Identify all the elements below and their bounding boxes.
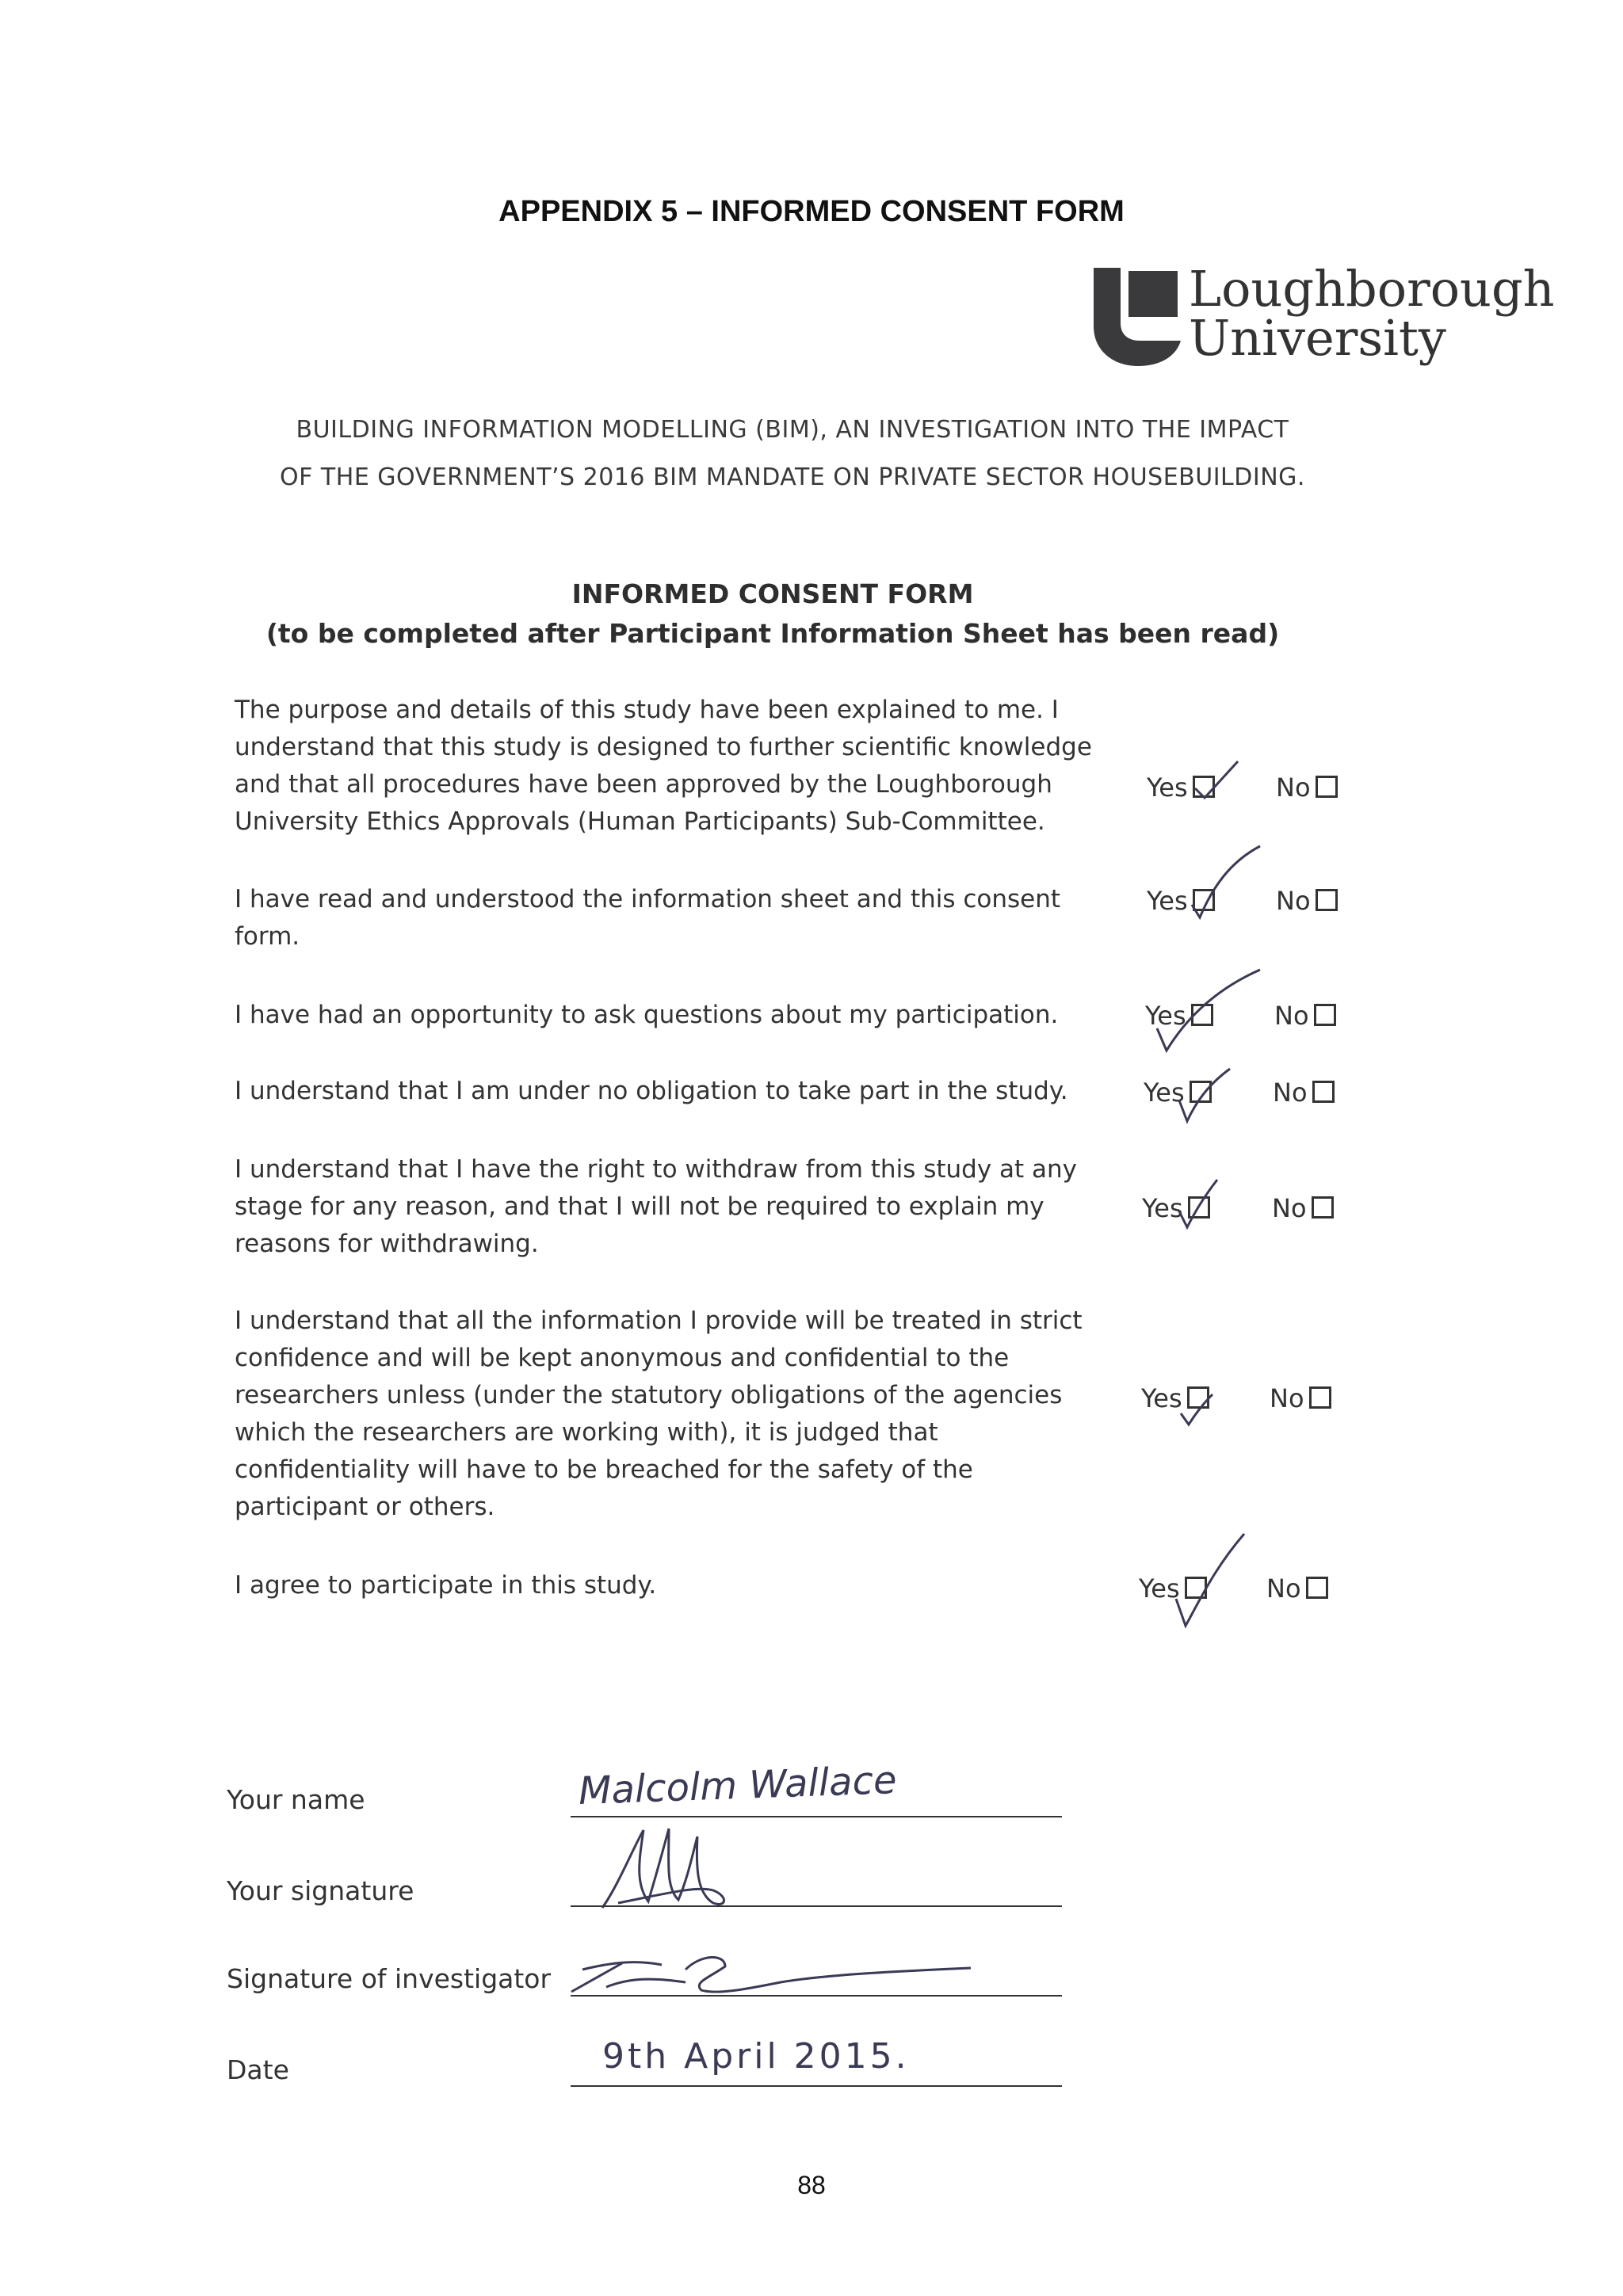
no-checkbox-3[interactable] xyxy=(1274,1001,1336,1031)
study-title-line-1: BUILDING INFORMATION MODELLING (BIM), AN INVESTIGATION INTO THE IMPACT xyxy=(296,416,1289,444)
statement-line: stage for any reason, and that I will not be required to explain my xyxy=(235,1192,1044,1221)
checkbox-icon xyxy=(1312,1196,1334,1219)
no-label: No xyxy=(1270,1383,1304,1413)
no-label: No xyxy=(1274,1001,1309,1031)
participant-signature[interactable] xyxy=(586,1814,745,1917)
logo-wordmark xyxy=(1189,260,1555,367)
study-title-line-2: OF THE GOVERNMENT’S 2016 BIM MANDATE ON PRIVATE SECTOR HOUSEBUILDING. xyxy=(280,463,1305,491)
yes-label: Yes xyxy=(1141,1383,1182,1413)
no-label: No xyxy=(1276,772,1311,803)
no-label: No xyxy=(1276,886,1311,916)
yes-label: Yes xyxy=(1145,1001,1186,1031)
no-label: No xyxy=(1272,1193,1307,1223)
statement-line: reasons for withdrawing. xyxy=(235,1230,539,1258)
statement-line: which the researchers are working with), it is judged that xyxy=(235,1418,938,1447)
appendix-heading: APPENDIX 5 – INFORMED CONSENT FORM xyxy=(498,195,1125,228)
statement-line: I have had an opportunity to ask questions about my participation. xyxy=(235,1001,1059,1029)
no-checkbox-7[interactable] xyxy=(1266,1573,1328,1604)
checkbox-icon xyxy=(1314,1004,1336,1026)
date-line xyxy=(571,2085,1062,2087)
statement-line: confidentiality will have to be breached for the safety of the xyxy=(235,1455,973,1484)
no-label: No xyxy=(1273,1077,1308,1108)
statement-line: University Ethics Approvals (Human Participants) Sub-Committee. xyxy=(235,807,1045,836)
checkbox-icon xyxy=(1306,1577,1328,1599)
statement-line: The purpose and details of this study have been explained to me. I xyxy=(235,696,1059,724)
logo-line-1: Loughborough xyxy=(1189,260,1555,318)
statement-line: I understand that all the information I provide will be treated in strict xyxy=(235,1306,1083,1335)
statement-line: researchers unless (under the statutory obligations of the agencies xyxy=(235,1381,1063,1409)
statement-line: participant or others. xyxy=(235,1493,495,1521)
consent-statement-6 xyxy=(235,1302,1130,1526)
statement-line: confidence and will be kept anonymous and confidential to the xyxy=(235,1344,1010,1372)
handwritten-tick-icon xyxy=(1165,1379,1228,1434)
handwritten-tick-icon xyxy=(1133,967,1268,1062)
investigator-signature-line xyxy=(571,1995,1062,1997)
checkbox-icon xyxy=(1312,1081,1335,1103)
yes-label: Yes xyxy=(1139,1573,1180,1604)
statement-line: form. xyxy=(235,922,300,951)
loughborough-shield-icon xyxy=(1094,268,1181,366)
consent-statement-5 xyxy=(235,1151,1130,1263)
form-subtitle: (to be completed after Participant Information Sheet has been read) xyxy=(265,618,1280,649)
date-value[interactable]: 9th April 2015. xyxy=(602,2036,910,2077)
statement-line: and that all procedures have been approved by the Loughborough xyxy=(235,770,1052,799)
consent-statement-4 xyxy=(235,1073,1130,1110)
statement-line: I agree to participate in this study. xyxy=(235,1571,657,1600)
yes-label: Yes xyxy=(1144,1077,1185,1108)
investigator-signature[interactable] xyxy=(567,1946,979,2001)
statement-line: I understand that I am under no obligation to take part in the study. xyxy=(235,1077,1068,1105)
no-checkbox-6[interactable] xyxy=(1270,1383,1331,1413)
no-label: No xyxy=(1266,1573,1301,1604)
signature-line xyxy=(571,1905,1062,1907)
logo-line-2: University xyxy=(1189,309,1446,367)
yes-label: Yes xyxy=(1147,772,1188,803)
your-signature-label: Your signature xyxy=(227,1875,414,1906)
statement-line: understand that this study is designed to further scientific knowledge xyxy=(235,733,1092,761)
checkbox-icon xyxy=(1316,776,1338,798)
your-name-value[interactable]: Malcolm Wallace xyxy=(578,1758,898,1814)
consent-statement-2 xyxy=(235,881,1130,955)
checkbox-icon xyxy=(1309,1386,1331,1409)
yes-label: Yes xyxy=(1142,1193,1183,1223)
statement-line: I have read and understood the information sheet and this consent xyxy=(235,885,1061,913)
statement-line: I understand that I have the right to withdraw from this study at any xyxy=(235,1155,1078,1184)
consent-statement-1 xyxy=(235,692,1130,841)
handwritten-tick-icon xyxy=(1181,840,1268,927)
page-number: 88 xyxy=(797,2171,826,2199)
university-logo xyxy=(1094,260,1555,371)
consent-statement-3 xyxy=(235,997,1130,1034)
handwritten-tick-icon xyxy=(1181,757,1244,804)
investigator-signature-label: Signature of investigator xyxy=(227,1963,552,1994)
handwritten-tick-icon xyxy=(1165,1529,1252,1632)
yes-label: Yes xyxy=(1147,886,1188,916)
checkbox-icon xyxy=(1316,889,1338,911)
no-checkbox-5[interactable] xyxy=(1272,1193,1334,1223)
handwritten-tick-icon xyxy=(1165,1177,1228,1240)
handwritten-tick-icon xyxy=(1157,1066,1236,1129)
consent-statement-7 xyxy=(235,1567,1130,1604)
no-checkbox-4[interactable] xyxy=(1273,1077,1335,1108)
no-checkbox-1[interactable] xyxy=(1276,772,1338,803)
date-label: Date xyxy=(227,2054,289,2085)
no-checkbox-2[interactable] xyxy=(1276,886,1338,916)
your-name-label: Your name xyxy=(227,1784,365,1815)
form-title: INFORMED CONSENT FORM xyxy=(571,578,974,609)
